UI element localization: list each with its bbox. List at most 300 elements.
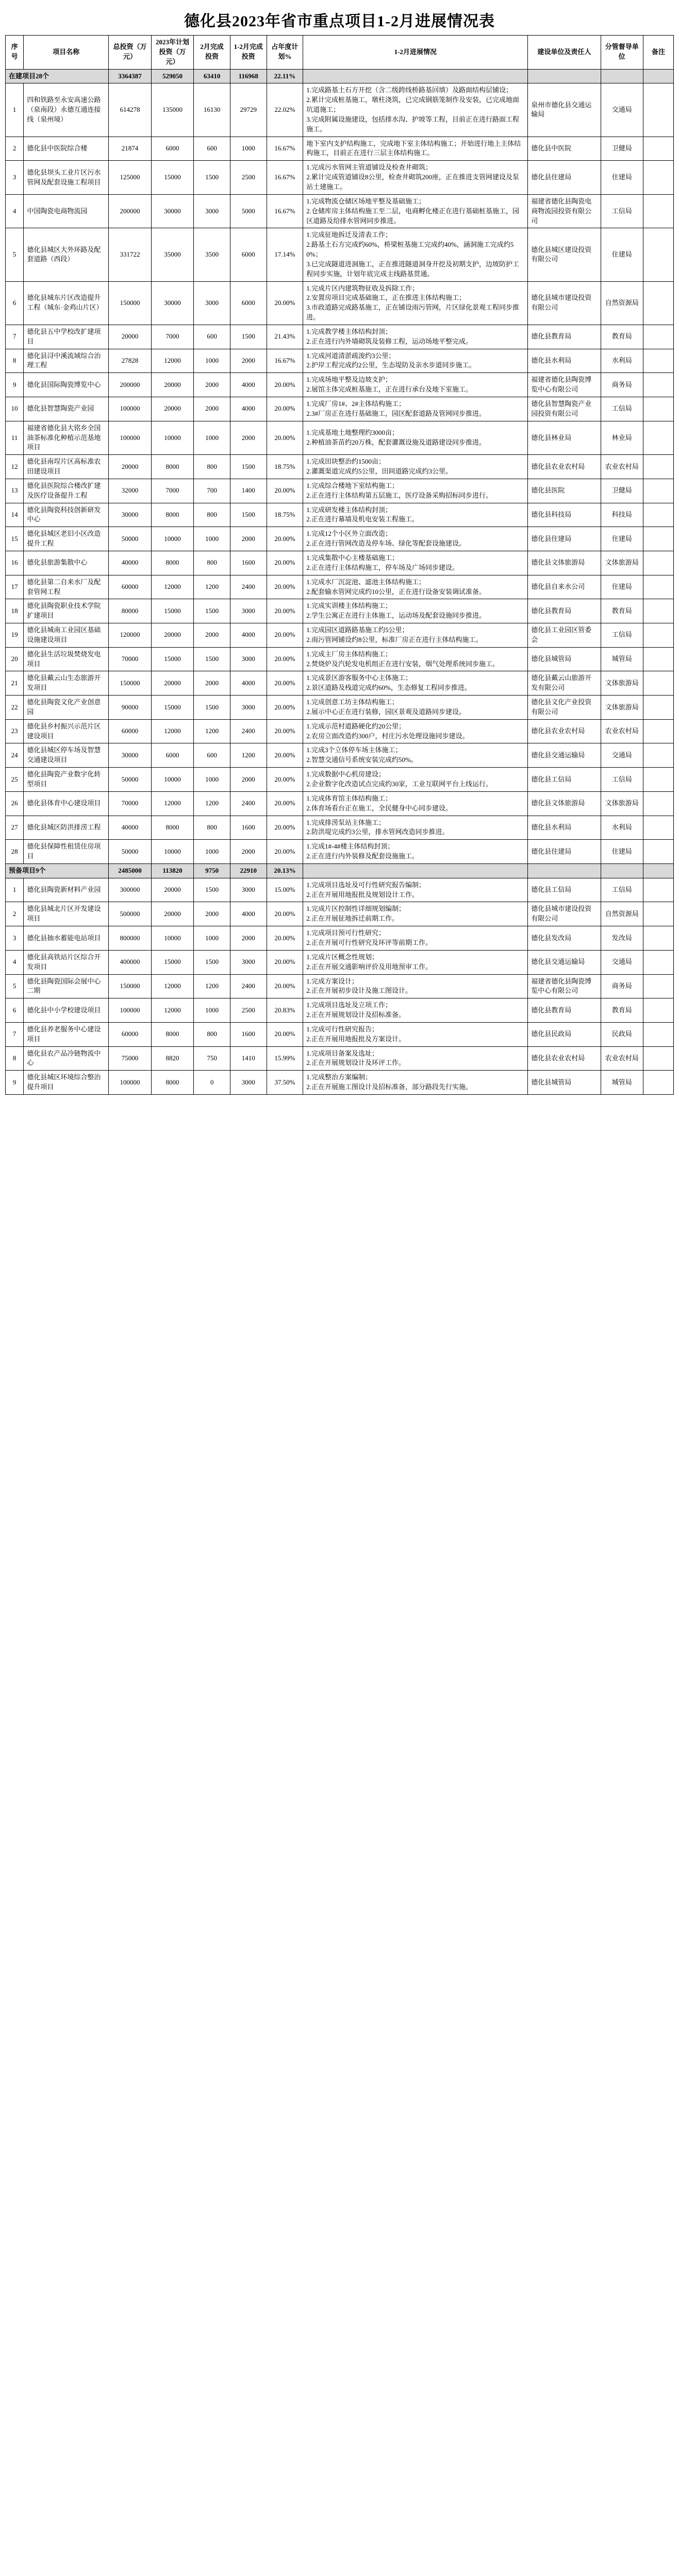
cell-plan: 8000	[151, 551, 193, 575]
cell-unit: 德化县戴云山旅游开发有限公司	[528, 671, 601, 696]
cell-pct: 20.00%	[267, 281, 303, 325]
cell-note	[643, 1022, 674, 1046]
cell-unit: 德化县城市建设投资有限公司	[528, 281, 601, 325]
cell-unit: 福建省德化县陶瓷电商物流园投资有限公司	[528, 194, 601, 228]
table-row	[6, 791, 674, 816]
cell-unit: 福建省德化县陶瓷博览中心有限公司	[528, 974, 601, 998]
cell-total: 32000	[109, 479, 151, 503]
cell-plan: 8000	[151, 816, 193, 840]
header-total: 总投资（万元）	[109, 36, 151, 70]
cell-name: 德化县第二自来水厂及配套管网工程	[24, 575, 109, 599]
cell-supervisor: 交通局	[601, 83, 643, 137]
cell-plan: 6000	[151, 743, 193, 768]
cell-no: 8	[6, 349, 24, 373]
cell-note	[643, 83, 674, 137]
cell-unit: 德化县教育局	[528, 998, 601, 1023]
cell-no: 26	[6, 791, 24, 816]
cell-supervisor: 科技局	[601, 503, 643, 527]
cell-total: 50000	[109, 840, 151, 864]
cell-feb: 600	[194, 325, 230, 349]
cell-cum: 2000	[230, 840, 267, 864]
cell-unit: 德化县城市建设投资有限公司	[528, 902, 601, 926]
cell-supervisor: 工信局	[601, 623, 643, 648]
header-name: 项目名称	[24, 36, 109, 70]
cell-name: 德化县农产品冷链物流中心	[24, 1046, 109, 1071]
table-row	[6, 647, 674, 671]
cell-progress: 1.完成实训楼主体结构施工； 2.学生公寓正在进行主体施工，运动场及配套设施同步推进。	[303, 599, 528, 623]
cell-feb: 0	[194, 1071, 230, 1095]
cell-supervisor: 水利局	[601, 816, 643, 840]
cell-feb: 800	[194, 503, 230, 527]
cell-supervisor: 文体旅游局	[601, 791, 643, 816]
cell-cum: 2000	[230, 421, 267, 455]
cell-name: 德化县陶瓷科技创新研发中心	[24, 503, 109, 527]
cell-plan: 10000	[151, 768, 193, 792]
cell-note	[643, 281, 674, 325]
cell-feb: 1000	[194, 768, 230, 792]
cell-cum: 2400	[230, 791, 267, 816]
cell-name: 德化县中小学校建设项目	[24, 998, 109, 1023]
cell-pct: 20.00%	[267, 816, 303, 840]
cell-total: 50000	[109, 768, 151, 792]
cell-note	[643, 926, 674, 951]
cell-plan: 6000	[151, 137, 193, 161]
table-row	[6, 137, 674, 161]
table-row	[6, 527, 674, 551]
cell-feb: 600	[194, 743, 230, 768]
cell-supervisor: 交通局	[601, 743, 643, 768]
cell-cum: 3000	[230, 1071, 267, 1095]
cell-plan: 20000	[151, 671, 193, 696]
cell-no: 8	[6, 1046, 24, 1071]
cell-total: 150000	[109, 281, 151, 325]
group-plan: 529050	[151, 69, 193, 83]
cell-total: 200000	[109, 194, 151, 228]
cell-feb: 600	[194, 137, 230, 161]
cell-feb: 800	[194, 816, 230, 840]
cell-feb: 3500	[194, 228, 230, 281]
cell-supervisor: 发改局	[601, 926, 643, 951]
cell-feb: 1500	[194, 599, 230, 623]
cell-progress: 1.完成示范村道路硬化约20公里； 2.农房立面改造约300户，村庄污水处理设施同步建设。	[303, 719, 528, 743]
cell-unit: 德化县工信局	[528, 768, 601, 792]
cell-plan: 8000	[151, 455, 193, 479]
cell-total: 331722	[109, 228, 151, 281]
table-row	[6, 816, 674, 840]
cell-feb: 700	[194, 479, 230, 503]
cell-supervisor: 水利局	[601, 349, 643, 373]
cell-name: 德化县国际陶瓷博览中心	[24, 373, 109, 397]
cell-cum: 2500	[230, 161, 267, 195]
cell-supervisor: 住建局	[601, 527, 643, 551]
table-row	[6, 768, 674, 792]
cell-cum: 1000	[230, 137, 267, 161]
cell-total: 120000	[109, 623, 151, 648]
cell-note	[643, 137, 674, 161]
cell-note	[643, 1046, 674, 1071]
cell-cum: 1500	[230, 325, 267, 349]
cell-note	[643, 671, 674, 696]
cell-name: 德化县中医院综合楼	[24, 137, 109, 161]
group-summary-row	[6, 863, 674, 878]
table-row	[6, 421, 674, 455]
cell-cum: 1410	[230, 1046, 267, 1071]
table-row	[6, 325, 674, 349]
cell-name: 德化县陶瓷文化产业创意园	[24, 696, 109, 720]
cell-progress: 1.完成综合楼地下室结构施工； 2.正在进行主体结构第五层施工，医疗设备采购招标同步进行。	[303, 479, 528, 503]
cell-unit: 德化县文体旅游局	[528, 551, 601, 575]
table-row	[6, 696, 674, 720]
cell-cum: 3000	[230, 647, 267, 671]
cell-supervisor: 文体旅游局	[601, 551, 643, 575]
cell-progress: 1.完成方案设计； 2.正在开展初步设计及施工图设计。	[303, 974, 528, 998]
cell-note	[643, 791, 674, 816]
cell-note	[643, 623, 674, 648]
cell-supervisor: 商务局	[601, 974, 643, 998]
cell-cum: 2400	[230, 974, 267, 998]
table-row	[6, 194, 674, 228]
cell-no: 6	[6, 281, 24, 325]
cell-name: 德化县城东片区改造提升工程（城东·金鸡山片区）	[24, 281, 109, 325]
cell-pct: 20.00%	[267, 926, 303, 951]
table-row	[6, 1071, 674, 1095]
cell-pct: 22.02%	[267, 83, 303, 137]
cell-note	[643, 950, 674, 974]
cell-feb: 1200	[194, 719, 230, 743]
cell-pct: 20.00%	[267, 421, 303, 455]
cell-total: 100000	[109, 397, 151, 421]
cell-cum: 2000	[230, 527, 267, 551]
cell-supervisor: 教育局	[601, 325, 643, 349]
table-row	[6, 623, 674, 648]
cell-feb: 1500	[194, 161, 230, 195]
cell-plan: 8820	[151, 1046, 193, 1071]
cell-note	[643, 768, 674, 792]
header-cum: 1-2月完成投资	[230, 36, 267, 70]
cell-cum: 4000	[230, 373, 267, 397]
cell-name: 德化县养老服务中心建设项目	[24, 1022, 109, 1046]
cell-unit: 德化县自来水公司	[528, 575, 601, 599]
header-unit: 建设单位及责任人	[528, 36, 601, 70]
cell-feb: 1000	[194, 998, 230, 1023]
table-row	[6, 479, 674, 503]
cell-note	[643, 575, 674, 599]
cell-no: 16	[6, 551, 24, 575]
cell-progress: 1.完成主厂房主体结构施工； 2.焚烧炉及汽轮发电机组正在进行安装，烟气处理系统同步施工。	[303, 647, 528, 671]
cell-unit: 德化县城区建设投资有限公司	[528, 228, 601, 281]
page	[5, 8, 674, 1095]
cell-progress: 1.完成数据中心机房建设； 2.企业数字化改造试点完成约30家，工业互联网平台上线运行。	[303, 768, 528, 792]
cell-total: 70000	[109, 791, 151, 816]
cell-plan: 35000	[151, 228, 193, 281]
group-summary-row	[6, 69, 674, 83]
cell-note	[643, 998, 674, 1023]
cell-unit: 德化县教育局	[528, 325, 601, 349]
cell-feb: 3000	[194, 281, 230, 325]
cell-unit: 德化县医院	[528, 479, 601, 503]
table-row	[6, 1022, 674, 1046]
cell-name: 德化县南埕片区高标准农田建设项目	[24, 455, 109, 479]
table-row	[6, 83, 674, 137]
cell-note	[643, 325, 674, 349]
table-row	[6, 840, 674, 864]
cell-unit: 德化县住建局	[528, 840, 601, 864]
cell-total: 60000	[109, 719, 151, 743]
cell-name: 德化县五中学校改扩建项目	[24, 325, 109, 349]
cell-supervisor: 文体旅游局	[601, 696, 643, 720]
table-row	[6, 950, 674, 974]
cell-progress: 1.完成项目预可行性研究； 2.正在开展可行性研究及环评等前期工作。	[303, 926, 528, 951]
cell-progress: 1.完成征地拆迁及清表工作； 2.路基土石方完成约60%，桥梁桩基施工完成约40%，涵洞施工完成约50%； 3.已完成隧道进洞施工，正在推进隧道洞身开挖及初期支护，边坡防护工程同步实施，计划年底完成主线路基贯通。	[303, 228, 528, 281]
table-row	[6, 599, 674, 623]
cell-unit: 德化县交通运输局	[528, 950, 601, 974]
group-unit	[528, 69, 601, 83]
cell-name: 德化县医院综合楼改扩建及医疗设备提升工程	[24, 479, 109, 503]
cell-feb: 1000	[194, 840, 230, 864]
cell-supervisor: 住建局	[601, 228, 643, 281]
cell-no: 3	[6, 161, 24, 195]
cell-no: 5	[6, 974, 24, 998]
cell-feb: 2000	[194, 902, 230, 926]
cell-plan: 15000	[151, 647, 193, 671]
cell-cum: 4000	[230, 671, 267, 696]
cell-total: 200000	[109, 373, 151, 397]
cell-feb: 1000	[194, 926, 230, 951]
table-header-row	[6, 36, 674, 70]
cell-unit: 德化县城管局	[528, 647, 601, 671]
cell-pct: 20.00%	[267, 575, 303, 599]
cell-plan: 30000	[151, 281, 193, 325]
cell-supervisor: 林业局	[601, 421, 643, 455]
cell-cum: 4000	[230, 397, 267, 421]
table-row	[6, 551, 674, 575]
cell-plan: 8000	[151, 1071, 193, 1095]
cell-supervisor: 城管局	[601, 1071, 643, 1095]
cell-cum: 1600	[230, 1022, 267, 1046]
cell-name: 德化县城区防洪排涝工程	[24, 816, 109, 840]
cell-no: 2	[6, 902, 24, 926]
cell-pct: 21.43%	[267, 325, 303, 349]
cell-name: 德化县陶瓷产业数字化转型项目	[24, 768, 109, 792]
cell-cum: 1400	[230, 479, 267, 503]
cell-note	[643, 816, 674, 840]
cell-total: 30000	[109, 503, 151, 527]
cell-cum: 3000	[230, 950, 267, 974]
cell-cum: 6000	[230, 281, 267, 325]
cell-total: 75000	[109, 1046, 151, 1071]
cell-note	[643, 902, 674, 926]
cell-total: 60000	[109, 1022, 151, 1046]
cell-note	[643, 551, 674, 575]
cell-unit: 德化县教育局	[528, 599, 601, 623]
cell-note	[643, 194, 674, 228]
cell-progress: 1.完成项目备案及选址； 2.正在开展规划设计及环评工作。	[303, 1046, 528, 1071]
cell-no: 12	[6, 455, 24, 479]
cell-pct: 20.00%	[267, 902, 303, 926]
cell-name: 德化县抽水蓄能电站项目	[24, 926, 109, 951]
cell-feb: 800	[194, 1022, 230, 1046]
cell-feb: 2000	[194, 373, 230, 397]
group-cum: 22910	[230, 863, 267, 878]
cell-progress: 1.完成水厂沉淀池、滤池主体结构施工； 2.配套输水管网完成约10公里，正在进行设备安装调试准备。	[303, 575, 528, 599]
cell-unit: 德化县住建局	[528, 527, 601, 551]
cell-progress: 1.完成场地平整及边坡支护； 2.展馆主体完成桩基施工，正在进行承台及地下室施工。	[303, 373, 528, 397]
cell-no: 20	[6, 647, 24, 671]
cell-pct: 16.67%	[267, 161, 303, 195]
header-feb: 2月完成投资	[194, 36, 230, 70]
cell-unit: 德化县交通运输局	[528, 743, 601, 768]
cell-no: 14	[6, 503, 24, 527]
cell-pct: 20.00%	[267, 671, 303, 696]
header-plan: 2023年计划投资（万元）	[151, 36, 193, 70]
cell-progress: 1.完成物流仓储区场地平整及基础施工； 2.仓储库房主体结构施工至二层，电商孵化楼正在进行基础桩基施工，园区道路及给排水管网同步推进。	[303, 194, 528, 228]
table-row	[6, 902, 674, 926]
cell-no: 25	[6, 768, 24, 792]
cell-feb: 750	[194, 1046, 230, 1071]
cell-cum: 3000	[230, 696, 267, 720]
cell-supervisor: 商务局	[601, 373, 643, 397]
table-row	[6, 575, 674, 599]
cell-progress: 1.完成项目选址及立项工作； 2.正在开展规划设计及招标准备。	[303, 998, 528, 1023]
cell-name: 德化县陶瓷职业技术学院扩建项目	[24, 599, 109, 623]
cell-cum: 2000	[230, 768, 267, 792]
cell-unit: 德化县发改局	[528, 926, 601, 951]
cell-total: 21874	[109, 137, 151, 161]
cell-no: 11	[6, 421, 24, 455]
cell-feb: 1500	[194, 950, 230, 974]
table-row	[6, 455, 674, 479]
cell-note	[643, 228, 674, 281]
header-pct: 占年度计划%	[267, 36, 303, 70]
cell-total: 150000	[109, 974, 151, 998]
cell-cum: 2400	[230, 575, 267, 599]
group-feb: 63410	[194, 69, 230, 83]
cell-supervisor: 交通局	[601, 950, 643, 974]
cell-cum: 2400	[230, 719, 267, 743]
cell-feb: 1500	[194, 696, 230, 720]
cell-pct: 20.00%	[267, 974, 303, 998]
cell-progress: 1.完成片区概念性规划； 2.正在开展交通影响评价及用地预审工作。	[303, 950, 528, 974]
cell-plan: 7000	[151, 325, 193, 349]
cell-name: 四和铁路至永安高速公路（泉南段）永德互通连接线（泉州境）	[24, 83, 109, 137]
cell-progress: 1.完成片区内建筑物征收及拆除工作； 2.安置房项目完成基础施工，正在推进主体结构施工； 3.市政道路完成路基施工，正在铺设雨污管网，片区绿化景观工程同步推进。	[303, 281, 528, 325]
cell-unit: 德化县水利局	[528, 816, 601, 840]
group-total: 2485000	[109, 863, 151, 878]
group-plan: 113820	[151, 863, 193, 878]
cell-total: 100000	[109, 998, 151, 1023]
cell-name: 德化县陶瓷新材料产业园	[24, 878, 109, 902]
cell-total: 90000	[109, 696, 151, 720]
cell-unit: 德化县农业农村局	[528, 719, 601, 743]
cell-name: 德化县保障性租赁住房项目	[24, 840, 109, 864]
cell-total: 80000	[109, 599, 151, 623]
cell-name: 德化县旅游集散中心	[24, 551, 109, 575]
cell-progress: 1.完成整治方案编制； 2.正在开展施工图设计及招标准备，部分路段先行实施。	[303, 1071, 528, 1095]
table-row	[6, 397, 674, 421]
cell-pct: 20.00%	[267, 768, 303, 792]
cell-feb: 800	[194, 455, 230, 479]
cell-feb: 1000	[194, 349, 230, 373]
cell-unit: 德化县城管局	[528, 1071, 601, 1095]
cell-pct: 18.75%	[267, 455, 303, 479]
cell-progress: 1.完成1#-4#楼主体结构封顶； 2.正在进行内外装修及配套设施施工。	[303, 840, 528, 864]
cell-plan: 10000	[151, 421, 193, 455]
cell-note	[643, 455, 674, 479]
cell-unit: 德化县科技局	[528, 503, 601, 527]
cell-feb: 2000	[194, 397, 230, 421]
group-label: 在建项目28个	[6, 69, 109, 83]
group-progress	[303, 69, 528, 83]
cell-supervisor: 农业农村局	[601, 1046, 643, 1071]
cell-note	[643, 743, 674, 768]
cell-progress: 地下室内支护结构施工，完成地下室主体结构施工；开始进行地上主体结构施工，目前正在进行三层主体结构施工。	[303, 137, 528, 161]
cell-note	[643, 397, 674, 421]
cell-plan: 20000	[151, 902, 193, 926]
cell-name: 德化县生活垃圾焚烧发电项目	[24, 647, 109, 671]
cell-cum: 4000	[230, 623, 267, 648]
cell-plan: 10000	[151, 926, 193, 951]
cell-cum: 2000	[230, 926, 267, 951]
cell-unit: 德化县中医院	[528, 137, 601, 161]
cell-supervisor: 住建局	[601, 840, 643, 864]
cell-plan: 15000	[151, 696, 193, 720]
cell-no: 28	[6, 840, 24, 864]
cell-no: 4	[6, 950, 24, 974]
cell-unit: 德化县农业农村局	[528, 1046, 601, 1071]
cell-plan: 12000	[151, 974, 193, 998]
cell-pct: 20.00%	[267, 623, 303, 648]
cell-plan: 135000	[151, 83, 193, 137]
cell-plan: 20000	[151, 373, 193, 397]
cell-supervisor: 农业农村局	[601, 719, 643, 743]
cell-feb: 2000	[194, 623, 230, 648]
cell-total: 614278	[109, 83, 151, 137]
cell-name: 德化县陶瓷国际会展中心二期	[24, 974, 109, 998]
cell-progress: 1.完成可行性研究报告； 2.正在开展用地报批及方案设计。	[303, 1022, 528, 1046]
cell-note	[643, 373, 674, 397]
cell-total: 20000	[109, 455, 151, 479]
cell-no: 27	[6, 816, 24, 840]
cell-plan: 20000	[151, 623, 193, 648]
cell-unit: 德化县工业园区管委会	[528, 623, 601, 648]
cell-note	[643, 1071, 674, 1095]
cell-name: 德化县城北片区开发建设项目	[24, 902, 109, 926]
cell-plan: 12000	[151, 791, 193, 816]
cell-pct: 15.99%	[267, 1046, 303, 1071]
group-progress	[303, 863, 528, 878]
cell-pct: 20.00%	[267, 791, 303, 816]
cell-feb: 1200	[194, 974, 230, 998]
cell-name: 德化县戴云山生态旅游开发项目	[24, 671, 109, 696]
cell-cum: 2500	[230, 998, 267, 1023]
cell-name: 德化县乡村振兴示范片区建设项目	[24, 719, 109, 743]
cell-note	[643, 161, 674, 195]
cell-total: 300000	[109, 878, 151, 902]
table-body	[6, 69, 674, 1094]
group-feb: 9750	[194, 863, 230, 878]
cell-unit: 德化县民政局	[528, 1022, 601, 1046]
cell-supervisor: 卫健局	[601, 137, 643, 161]
cell-cum: 1600	[230, 551, 267, 575]
cell-no: 10	[6, 397, 24, 421]
cell-pct: 20.00%	[267, 696, 303, 720]
cell-progress: 1.完成教学楼主体结构封顶； 2.正在进行内外墙砌筑及装修工程，运动场地平整完成。	[303, 325, 528, 349]
table-row	[6, 743, 674, 768]
cell-name: 德化县城区环境综合整治提升项目	[24, 1071, 109, 1095]
cell-unit: 泉州市德化县交通运输局	[528, 83, 601, 137]
group-total: 3364387	[109, 69, 151, 83]
table-row	[6, 281, 674, 325]
